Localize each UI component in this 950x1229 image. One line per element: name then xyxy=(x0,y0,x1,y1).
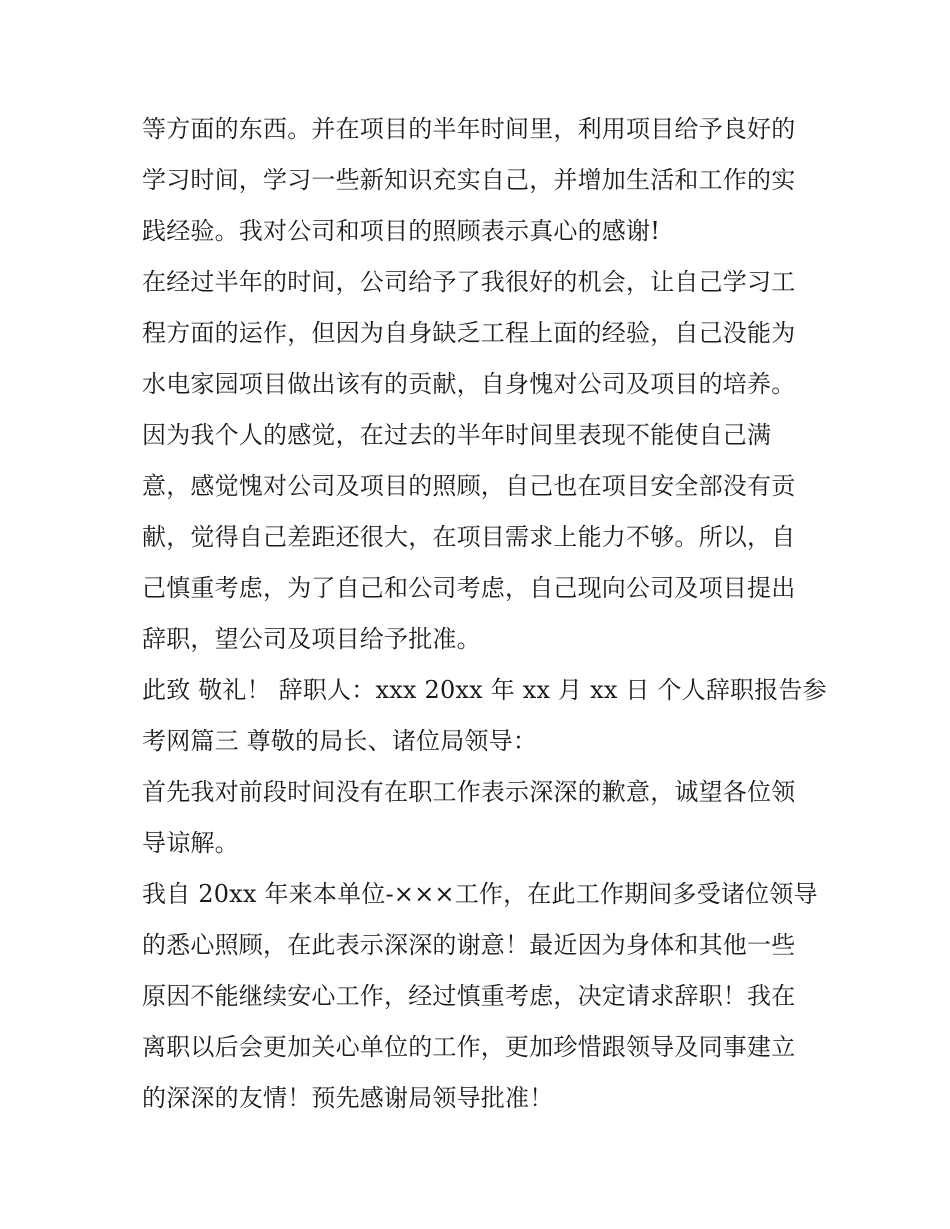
text-line: 考网篇三 尊敬的局长、诸位局领导： xyxy=(142,727,538,755)
document-page xyxy=(142,104,827,1124)
text-line: 献，觉得自己差距还很大，在项目需求上能力不够。所以，自 xyxy=(142,523,796,551)
text-line: 的悉心照顾，在此表示深深的谢意！最近因为身体和其他一些 xyxy=(142,931,796,959)
text-line: 导谅解。 xyxy=(142,829,239,857)
text-line: 此致 敬礼！ 辞职人：xxx 20xx 年 xx 月 xx 日 个人辞职报告参 xyxy=(142,676,827,704)
text-line: 辞职，望公司及项目给予批准。 xyxy=(142,625,481,653)
text-line: 意，感觉愧对公司及项目的照顾，自己也在项目安全部没有贡 xyxy=(142,472,796,500)
text-line: 水电家园项目做出该有的贡献，自身愧对公司及项目的培养。 xyxy=(142,370,796,398)
text-line: 原因不能继续安心工作，经过慎重考虑，决定请求辞职！我在 xyxy=(142,982,796,1010)
text-line: 程方面的运作，但因为自身缺乏工程上面的经验，自己没能为 xyxy=(142,319,796,347)
text-line: 践经验。我对公司和项目的照顾表示真心的感谢! xyxy=(142,217,661,245)
text-line: 首先我对前段时间没有在职工作表示深深的歉意，诚望各位领 xyxy=(142,778,796,806)
text-line: 等方面的东西。并在项目的半年时间里，利用项目给予良好的 xyxy=(142,115,796,143)
text-line: 的深深的友情！预先感谢局领导批准！ xyxy=(142,1084,554,1112)
text-line: 因为我个人的感觉，在过去的半年时间里表现不能使自己满 xyxy=(142,421,772,449)
text-line: 在经过半年的时间，公司给予了我很好的机会，让自己学习工 xyxy=(142,268,796,296)
text-line: 学习时间，学习一些新知识充实自己，并增加生活和工作的实 xyxy=(142,166,796,194)
text-line: 己慎重考虑，为了自己和公司考虑，自己现向公司及项目提出 xyxy=(142,574,796,602)
text-line: 我自 20xx 年来本单位-×××工作，在此工作期间多受诸位领导 xyxy=(142,880,818,908)
text-line: 离职以后会更加关心单位的工作，更加珍惜跟领导及同事建立 xyxy=(142,1033,796,1061)
